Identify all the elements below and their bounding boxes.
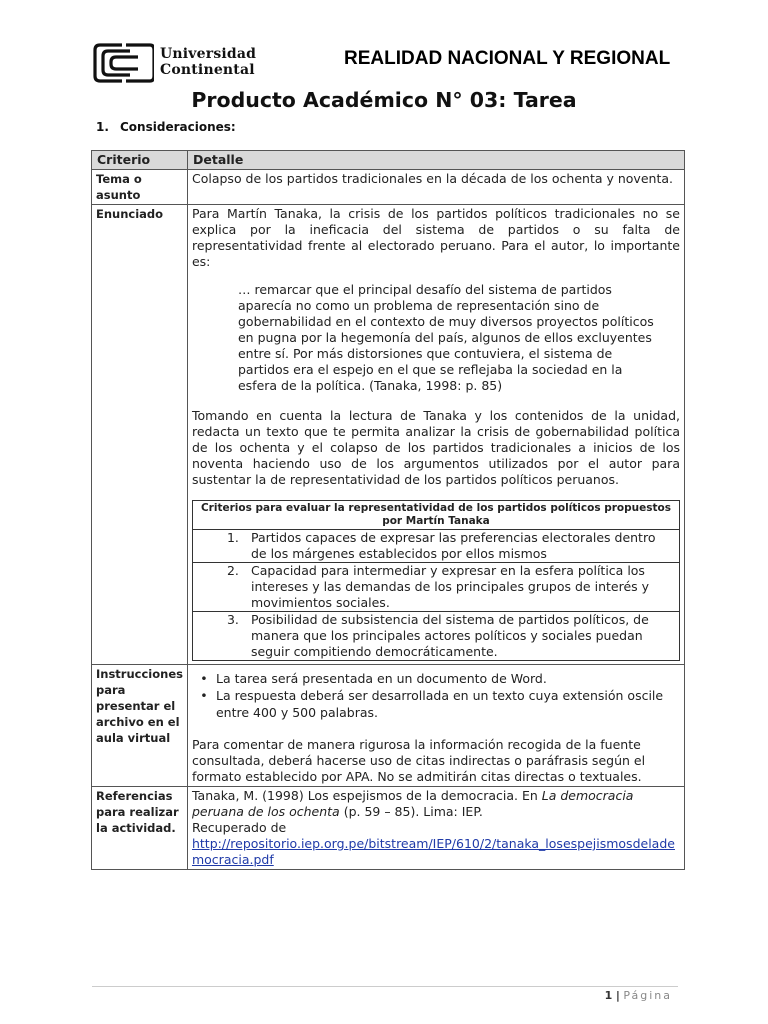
document-title: Producto Académico N° 03: Tarea	[191, 88, 577, 112]
bullet-text: La tarea será presentada en un documento de Word.	[215, 671, 547, 686]
item-text: Capacidad para intermediar y expresar en la esfera política los intereses y las demandas de los principales grupos de interés y movimientos sociales.	[250, 563, 650, 610]
statement-task: Tomando en cuenta la lectura de Tanaka y los contenidos de la unidad, redacta un texto que te permita analizar la crisis de gobernabilidad política de los ochenta y el colapso de los partidos tradicionales a inicios de los noventa haciendo uso de los argumentos utilizados por el autor para sustentar la de representatividad de los partidos políticos peruanos.	[191, 408, 680, 487]
item-text: Partidos capaces de expresar las preferencias electorales dentro de los márgenes establecidos por ellos mismos	[250, 530, 656, 561]
considerations-table	[91, 150, 685, 870]
course-title: REALIDAD NACIONAL Y REGIONAL	[344, 48, 671, 69]
table-row	[92, 170, 685, 205]
list-item	[192, 530, 679, 563]
criterion-topic: Tema o asunto	[92, 170, 188, 205]
table-header-row	[92, 151, 685, 170]
criterion-references: Referencias para realizar la actividad.	[92, 787, 188, 870]
reference-book-title: La democracia peruana de los ochenta	[191, 788, 634, 819]
item-number: 1.	[226, 530, 239, 545]
instructions-paragraph: Para comentar de manera rigurosa la información recogida de la fuente consultada, deberá hacerse uso de citas indirectas o paráfrasis según el formato establecido por APA. No se admitirán citas directas o textuales.	[191, 737, 646, 784]
statement-intro: Para Martín Tanaka, la crisis de los partidos políticos tradicionales no se explica por la ineficacia del sistema de partidos o su falta de representatividad frente al electorado peruano. Para el autor, lo importante es:	[191, 206, 680, 269]
page-number: 1	[604, 989, 613, 1002]
logo-text	[160, 46, 256, 78]
footer-divider	[92, 986, 678, 987]
statement-quote: … remarcar que el principal desafío del sistema de partidos aparecía no como un problema de representación sino de gobernabilidad en el contexto de muy diversos proyectos políticos en pugna por la hegemonía del país, algunos de ellos excluyentes entre sí. Por más distorsiones que contuviera, el sistema de partidos era el espejo en el que se reflejaba la sociedad en la esfera de la política. (Tanaka, 1998: p. 85)	[237, 282, 654, 393]
list-item	[192, 670, 680, 687]
bullet-icon: •	[200, 671, 208, 686]
header-detail: Detalle	[187, 151, 684, 170]
detail-references	[187, 787, 684, 870]
bullet-icon: •	[200, 688, 208, 703]
item-text: Posibilidad de subsistencia del sistema de partidos políticos, de manera que los principales actores políticos y sociales puedan seguir compitiendo democráticamente.	[250, 612, 649, 659]
detail-topic: Colapso de los partidos tradicionales en la década de los ochenta y noventa.	[187, 170, 684, 205]
page-footer	[605, 989, 672, 1002]
detail-statement	[187, 205, 684, 665]
footer-separator: |	[615, 989, 620, 1002]
list-item	[192, 612, 679, 661]
reference-retrieved: Recuperado de	[191, 820, 287, 835]
section-label: Consideraciones:	[120, 120, 236, 134]
logo-line-2: Continental	[160, 62, 255, 78]
section-number: 1.	[96, 120, 109, 134]
detail-instructions	[187, 665, 684, 787]
page-header	[92, 40, 692, 88]
reference-author: Tanaka, M. (1998) Los espejismos de la democracia. En	[191, 788, 542, 803]
table-row	[92, 787, 685, 870]
instructions-list	[192, 670, 680, 721]
criteria-table	[192, 500, 680, 661]
item-number: 2.	[226, 563, 239, 578]
list-item	[192, 687, 680, 721]
logo-line-1: Universidad	[160, 46, 257, 62]
section-heading	[96, 120, 236, 134]
criterion-statement: Enunciado	[92, 205, 188, 665]
criterion-instructions: Instrucciones para presentar el archivo en el aula virtual	[92, 665, 188, 787]
table-row	[92, 205, 685, 665]
header-criterion: Criterio	[92, 151, 188, 170]
page-label: Página	[623, 989, 672, 1002]
bullet-text: La respuesta deberá ser desarrollada en un texto cuya extensión oscile entre 400 y 500 palabras.	[215, 688, 664, 720]
university-logo-icon	[92, 42, 154, 84]
criteria-table-title: Criterios para evaluar la representatividad de los partidos políticos propuestos por Martín Tanaka	[192, 501, 679, 530]
table-row	[92, 665, 685, 787]
list-item	[192, 563, 679, 612]
reference-link[interactable]: http://repositorio.iep.org.pe/bitstream/IEP/610/2/tanaka_losespejismosdelademocracia.pdf	[191, 836, 675, 867]
item-number: 3.	[226, 612, 239, 627]
reference-pages: (p. 59 – 85). Lima: IEP.	[339, 804, 483, 819]
